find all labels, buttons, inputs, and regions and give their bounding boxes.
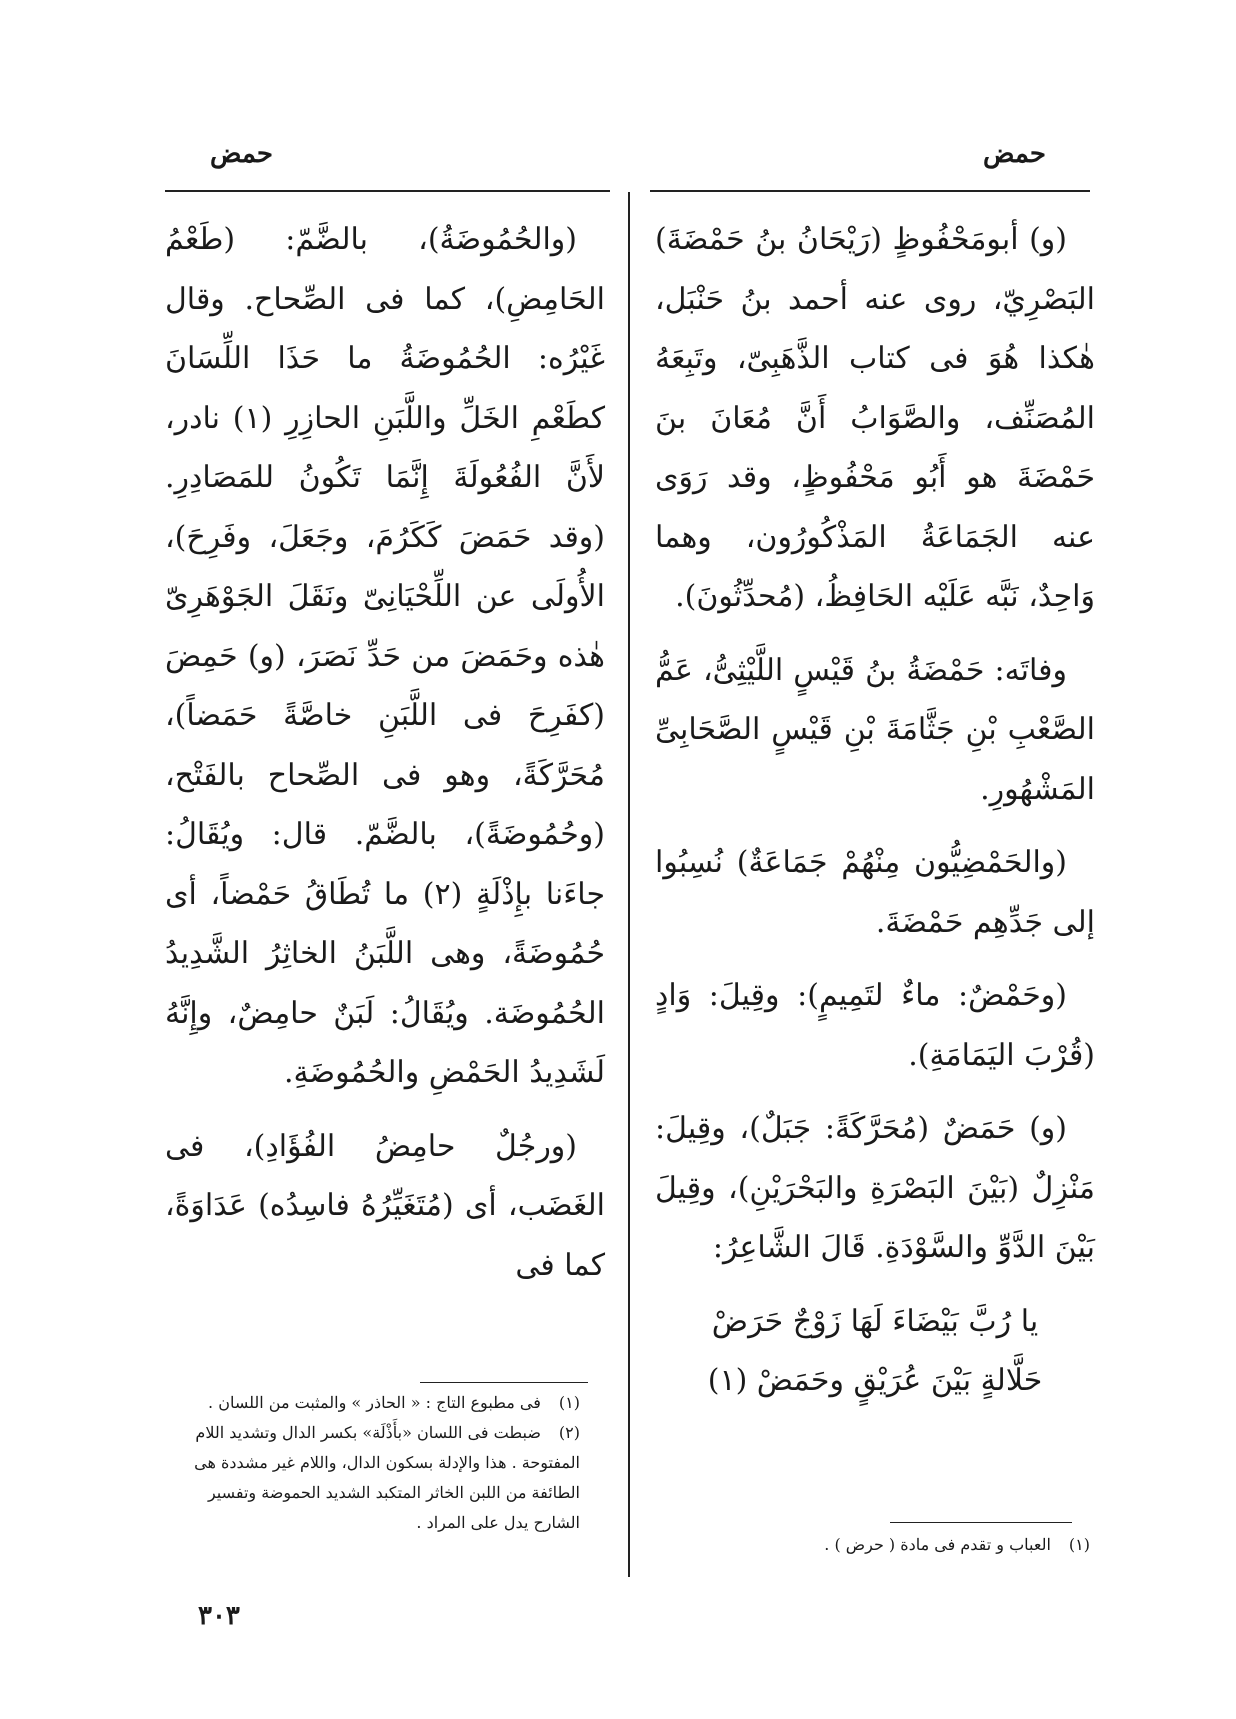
left-footnotes bbox=[165, 1388, 580, 1538]
footnote-rule-right bbox=[890, 1522, 1072, 1523]
header-rule-left bbox=[165, 190, 610, 192]
entry-paragraph: (والحُمُوضَةُ)، بالضَّمّ: (طَعْمُ الحَامِضِ)، كما فى الصِّحاح. وقال غَيْرُه: الحُمُوضَةُ ما حَذَا اللِّسَانَ كطَعْمِ الخَلِّ واللَّبَنِ الحازِرِ (١) نادر، لأَنَّ الفُعُولَةَ إِنَّمَا تَكُونُ للمَصَادِرِ. (وقد حَمَضَ كَكَرُمَ، وجَعَلَ، وفَرِحَ)، الأُولَى عن اللِّحْيَانِىّ ونَقَلَ الجَوْهَرِىّ هٰذه وحَمَضَ من حَدِّ نَصَرَ، (و) حَمِضَ (كفَرِحَ فى اللَّبَنِ خاصَّةً حَمَضاً)، مُحَرَّكَةً، وهو فى الصِّحاح بالفَتْح، (وحُمُوضَةً)، بالضَّمّ. قال: ويُقَالُ: جاءَنا بإِذْلَةٍ (٢) ما تُطَاقُ حَمْضاً، أى حُمُوضَةً، وهى اللَّبَنُ الخاثِرُ الشَّدِيدُ الحُمُوضَة. ويُقَالُ: لَبَنٌ حامِضٌ، وإِنَّهُ لَشَدِيدُ الحَمْضِ والحُمُوضَةِ. bbox=[165, 222, 606, 1090]
footnote-rule-left bbox=[420, 1382, 588, 1383]
footnote-number: (١) bbox=[1068, 1535, 1090, 1554]
footnote-number: (٢) bbox=[558, 1423, 580, 1442]
page-number: ٣٠٣ bbox=[198, 1601, 240, 1631]
footnote-text: ضبطت فى اللسان «بأَذْلَة» بكسر الدال وتشديد اللام المفتوحة . هذا والإدلة بسكون الدال، واللام غير مشددة هى الطائفة من اللبن الخاثر المتكبد الشديد الحموضة وتفسير الشارح يدل على المراد . bbox=[194, 1423, 580, 1532]
entry-paragraph: (والحَمْضِيُّون مِنْهُمْ جَمَاعَةٌ) نُسِبُوا إلى جَدِّهِم حَمْضَةَ. bbox=[655, 845, 1095, 940]
footnote-text: العباب و تقدم فى مادة ( حرض ) . bbox=[824, 1535, 1051, 1554]
left-column bbox=[165, 210, 605, 1309]
verse-second-hemistich: حَلَّالةٍ بَيْنَ عُرَيْقٍ وحَمَضْ (١) bbox=[707, 1362, 1043, 1398]
right-footnotes bbox=[690, 1530, 1090, 1560]
verse-first-hemistich: يا رُبَّ بَيْضَاءَ لَهَا زَوْجٌ حَرَضْ bbox=[711, 1303, 1039, 1339]
poetry-verse bbox=[655, 1292, 1095, 1410]
right-column bbox=[655, 210, 1095, 1410]
column-divider bbox=[628, 192, 630, 1577]
entry-paragraph: (وحَمْضٌ: ماءٌ لتَمِيمٍ): وقِيلَ: وَادٍ (قُرْبَ اليَمَامَةِ). bbox=[655, 978, 1095, 1073]
right-head-word: حمض bbox=[983, 139, 1046, 169]
entry-paragraph: (و) أبومَحْفُوظٍ (رَيْحَانُ بنُ حَمْضَةَ) البَصْرِيّ، روى عنه أحمد بنُ حَنْبَل، هٰكذا هُوَ فى كتاب الذَّهَبِىّ، وتَبِعَهُ المُصَنِّف، والصَّوَابُ أَنَّ مُعَانَ بنَ حَمْضَةَ هو أَبُو مَحْفُوظٍ، وقد رَوَى عنه الجَمَاعَةُ المَذْكُورُون، وهما وَاحِدٌ، نَبَّه عَلَيْه الحَافِظُ، (مُحدِّثُونَ). bbox=[655, 222, 1095, 614]
entry-paragraph: (ورجُلٌ حامِضُ الفُؤَادِ)، فى الغَضَب، أى (مُتَغَيِّرُهُ فاسِدُه) عَدَاوَةً، كما فى bbox=[165, 1128, 605, 1283]
footnote-text: فى مطبوع التاج : « الحاذر » والمثبت من اللسان . bbox=[208, 1393, 541, 1412]
entry-paragraph: (و) حَمَضٌ (مُحَرَّكَةً: جَبَلٌ)، وقِيلَ: مَنْزِلٌ (بَيْنَ البَصْرَةِ والبَحْرَيْنِ)، وقِيلَ بَيْنَ الدَّوِّ والسَّوْدَةِ. قَالَ الشَّاعِرُ: bbox=[655, 1111, 1095, 1265]
entry-paragraph: وفاتَه: حَمْضَةُ بنُ قَيْسٍ اللَّيْثِىُّ، عَمُّ الصَّعْبِ بْنِ جَثَّامَةَ بْنِ قَيْسٍ الصَّحَابِىِّ المَشْهُورِ. bbox=[655, 652, 1095, 807]
footnote bbox=[165, 1418, 580, 1538]
footnote bbox=[165, 1388, 580, 1418]
footnote bbox=[690, 1530, 1090, 1560]
left-head-word: حمض bbox=[210, 139, 273, 169]
header-rule-right bbox=[650, 190, 1090, 192]
footnote-number: (١) bbox=[558, 1393, 580, 1412]
